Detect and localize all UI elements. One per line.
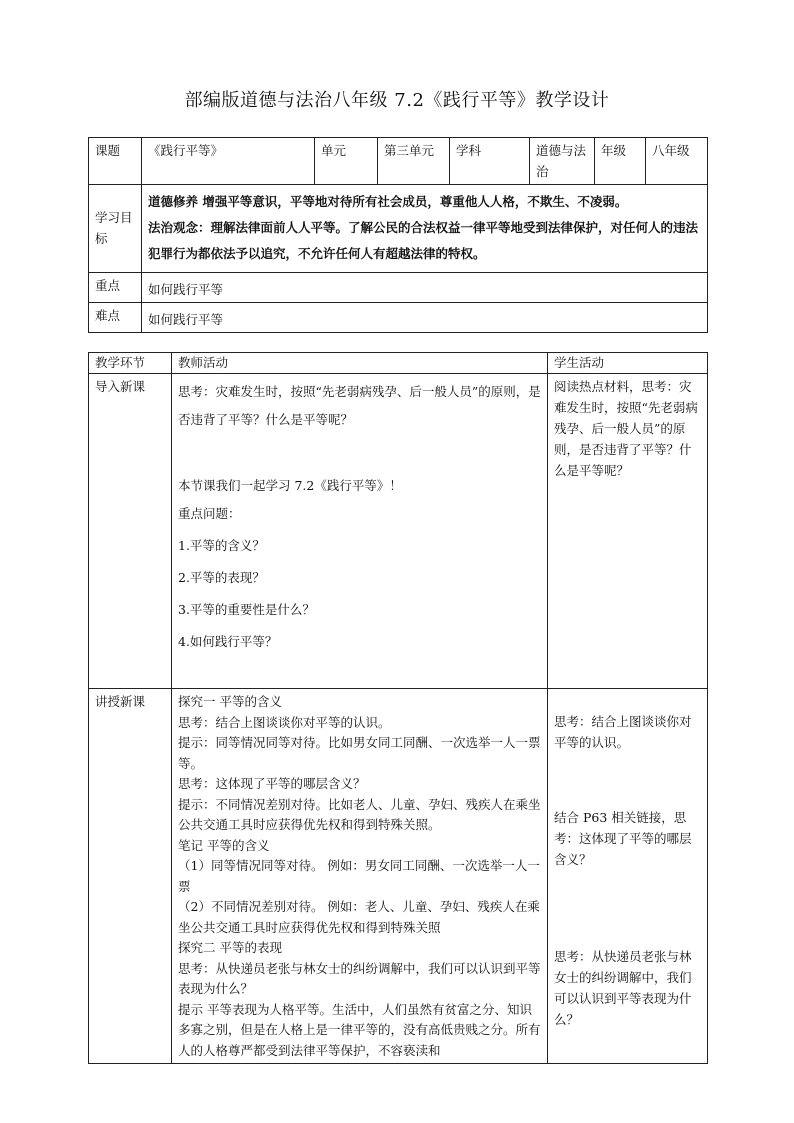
teach-teacher-activity	[172, 689, 548, 1064]
header-student: 学生活动	[548, 353, 708, 374]
intro-key-questions-heading: 重点问题：	[178, 506, 241, 521]
teach-student-activity	[548, 689, 708, 1064]
stage-teach: 讲授新课	[89, 689, 172, 1064]
intro-question-3: 3.平等的重要性是什么？	[178, 602, 315, 617]
topic-label: 课题	[89, 138, 142, 185]
notes-item-2: （2）不同情况差别对待。 例如：老人、儿童、孕妇、残疾人在乘坐公共交通工具时应获得优先权和得到特殊关照	[178, 899, 540, 935]
student-task-3: 思考：从快递员老张与林女士的纠纷调解中，我们可以认识到平等表现为什么？	[554, 949, 692, 1027]
subject-value: 道德与法治	[530, 138, 595, 185]
intro-teacher-activity	[172, 374, 548, 689]
course-info-table	[88, 137, 708, 333]
difficulty-label: 难点	[89, 303, 142, 333]
notes-item-1: （1）同等情况同等对待。 例如：男女同工同酬、一次选举一人一票	[178, 858, 540, 894]
student-task-2: 结合 P63 相关链接，思考：这体现了平等的哪层含义？	[554, 810, 692, 867]
subject-label: 学科	[450, 138, 530, 185]
explore-2-question: 思考：从快递员老张与林女士的纠纷调解中，我们可以认识到平等表现为什么？	[178, 960, 541, 996]
unit-value: 第三单元	[378, 138, 450, 185]
intro-question-2: 2.平等的表现？	[178, 570, 265, 585]
header-teacher: 教师活动	[172, 353, 548, 374]
goals-content	[142, 185, 708, 273]
document-title: 部编版道德与法治八年级 7.2《践行平等》教学设计	[184, 90, 610, 111]
explore-1-hint-2: 提示：不同情况差别对待。比如老人、儿童、孕妇、残疾人在乘坐公共交通工具时应获得优先权和得到特殊关照。	[178, 796, 541, 832]
student-task-1: 思考：结合上图谈谈你对平等的认识。	[554, 714, 692, 750]
explore-1-question-2: 思考：这体现了平等的哪层含义？	[178, 776, 366, 791]
explore-2-heading: 探究二 平等的表现	[178, 940, 282, 955]
grade-label: 年级	[595, 138, 646, 185]
intro-question-1: 1.平等的含义？	[178, 538, 265, 553]
intro-question-4: 4.如何践行平等？	[178, 634, 278, 649]
key-value: 如何践行平等	[142, 273, 708, 303]
stage-intro: 导入新课	[89, 374, 172, 689]
explore-1-heading: 探究一 平等的含义	[178, 694, 282, 709]
lesson-plan-table	[88, 352, 708, 1064]
intro-lesson-line: 本节课我们一起学习 7.2《践行平等》！	[178, 478, 402, 493]
goals-line-1: 道德修养 增强平等意识，平等地对待所有社会成员，尊重他人人格，不欺生、不凌弱。	[148, 194, 628, 209]
difficulty-value: 如何践行平等	[142, 303, 708, 333]
header-stage: 教学环节	[89, 353, 172, 374]
goals-line-2: 法治观念：理解法律面前人人平等。了解公民的合法权益一律平等地受到法律保护，对任何人的违法犯罪行为都依法予以追究，不允许任何人有超越法律的特权。	[148, 220, 699, 261]
notes-heading: 笔记 平等的含义	[178, 837, 270, 853]
goals-label: 学习目标	[89, 185, 142, 273]
explore-2-hint: 提示 平等表现为人格平等。生活中，人们虽然有贫富之分、知识多寡之别，但是在人格上是一律平等的，没有高低贵贱之分。所有人的人格尊严都受到法律平等保护，不容亵渎和	[178, 1001, 541, 1058]
unit-label: 单元	[315, 138, 378, 185]
key-label: 重点	[89, 273, 142, 303]
explore-1-hint: 提示：同等情况同等对待。比如男女同工同酬、一次选举一人一票等。	[178, 735, 541, 771]
explore-1-question: 思考：结合上图谈谈你对平等的认识。	[178, 714, 391, 730]
grade-value: 八年级	[646, 138, 708, 185]
intro-question: 思考：灾难发生时，按照“先老弱病残孕、后一般人员”的原则，是否违背了平等？什么是平等呢？	[178, 384, 541, 427]
intro-student-activity: 阅读热点材料，思考：灾难发生时，按照“先老弱病残孕、后一般人员”的原则，是否违背了平等？什么是平等呢？	[548, 374, 708, 689]
topic-value: 《践行平等》	[142, 138, 315, 185]
